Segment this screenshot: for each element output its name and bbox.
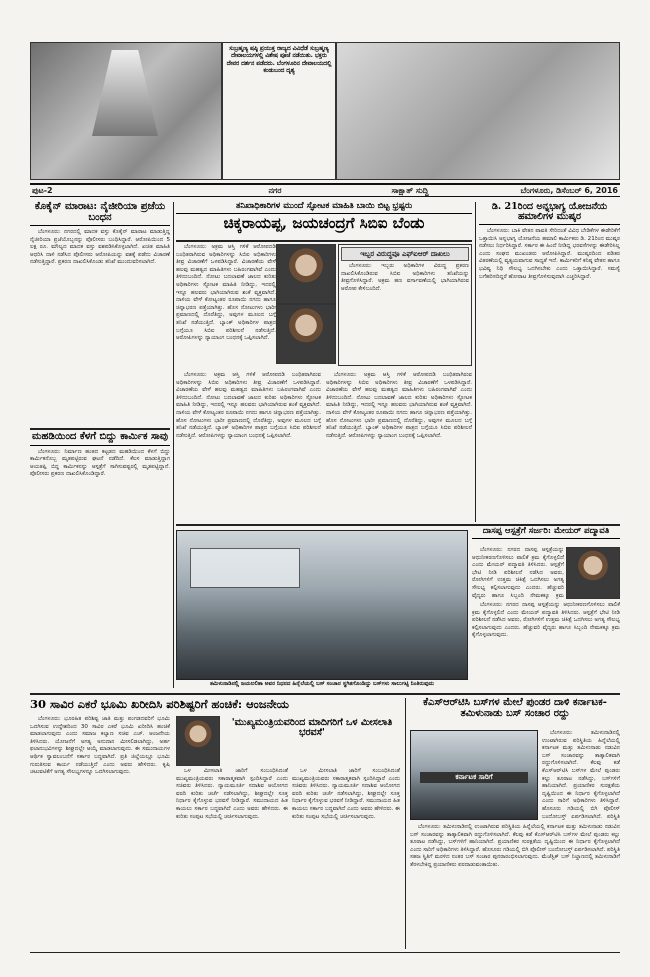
- mayor-body: ಬೆಂಗಳೂರು: ನಗರದ ದಾಸಪ್ಪ ಆಸ್ಪತ್ರೆಯನ್ನು ಆಧುನೀಕರಣಗೊಳಿಸಲು ಪಾಲಿಕೆ ಕ್ರಮ ಕೈಗೊಳ್ಳಲಿದೆ ಎಂದು ಮೇಯರ್ ಪದ್ಮಾವತಿ ತಿಳಿಸಿದರು. ಆಸ್ಪತ್ರೆಗೆ ಭೇಟಿ ನೀಡಿ ಪರಿಶೀಲನೆ ನಡೆಸಿದ ಅವರು, ರೋಗಿಗಳಿಗೆ ಉತ್ತಮ ಚಿಕಿತ್ಸೆ ಒದಗಿಸಲು ಅಗತ್ಯ ಸೌಲಭ್ಯ ಕಲ್ಪಿಸಲಾಗುವುದು ಎಂದರು. ಹೆಚ್ಚುವರಿ ವೈದ್ಯರು ಹಾಗೂ ಸಿಬ್ಬಂದಿ ನೇಮಕಕ್ಕೂ ಕ್ರಮ: [472, 547, 564, 599]
- cbi-body-col1: ಬೆಂಗಳೂರು: ಅಕ್ರಮ ಆಸ್ತಿ ಗಳಿಕೆ ಆರೋಪದಡಿ ಬಂಧಿತರಾಗಿರುವ ಅಧಿಕಾರಿಗಳನ್ನು ಸಿಬಿಐ ಅಧಿಕಾರಿಗಳು ತೀವ್ರ ವಿಚಾರಣೆಗೆ ಒಳಪಡಿಸಿದ್ದಾರೆ. ವಿಚಾರಣೆಯ ವೇಳೆ ಹಲವು ಮಹತ್ವದ ಮಾಹಿತಿಗಳು ಬಹಿರಂಗವಾಗಿವೆ ಎಂದು ತಿಳಿದುಬಂದಿದೆ. ನೋಟು ಬದಲಾವಣೆ ಜಾಲದ ಕುರಿತು ಅಧಿಕಾರಿಗಳು ಸ್ಫೋಟಕ ಮಾಹಿತಿ ನೀಡಿದ್ದು, ಇದರಲ್ಲಿ ಇನ್ನೂ ಹಲವರು ಭಾಗಿಯಾಗಿರುವ ಶಂಕೆ ವ್ಯಕ್ತವಾಗಿದೆ. ದಾಳಿಯ ವೇಳೆ ಕೋಟ್ಯಂತರ ರೂಪಾಯಿ ನಗದು ಹಾಗೂ ಚಿನ್ನಾಭರಣ ಪತ್ತೆಯಾಗಿತ್ತು. ಹೊಸ ನೋಟುಗಳು ಭಾರೀ ಪ್ರಮಾಣದಲ್ಲಿ ದೊರೆತಿದ್ದು, ಅವುಗಳ ಮೂಲದ ಬಗ್ಗೆ ತನಿಖೆ ನಡೆಯುತ್ತಿದೆ. ಬ್ಯಾಂಕ್ ಅಧಿಕಾರಿಗಳ ಪಾತ್ರದ ಬಗ್ಗೆಯೂ ಸಿಬಿಐ ಪರಿಶೀಲನೆ ನಡೆಸುತ್ತಿದೆ. ಆರೋಪಿಗಳನ್ನು ನ್ಯಾಯಾಂಗ ಬಂಧನಕ್ಕೆ ಒಪ್ಪಿಸಲಾಗಿದೆ.: [176, 244, 276, 342]
- ksrtc-headline: ಕೆಎಸ್‌ಆರ್‌ಟಿಸಿ ಬಸ್‌ಗಳ ಮೇಲೆ ಪುಂಡರ ದಾಳಿ ಕರ್ನಾಟಕ-ತಮಿಳುನಾಡು ಬಸ್ ಸಂಚಾರ ರದ್ದು: [423, 697, 607, 719]
- wall-article: [30, 432, 170, 688]
- cocaine-article: [30, 202, 170, 427]
- dec21-headline: ಡಿ. 21ರಿಂದ ಅನ್ನಭಾಗ್ಯ ಯೋಜನೆಯ ಹಮಾಲಿಗಳ ಮುಷ್ಕರ: [479, 202, 620, 225]
- wall-body: ಬೆಂಗಳೂರು: ನಿರ್ಮಾಣ ಹಂತದ ಕಟ್ಟಡದ ಮಹಡಿಯಿಂದ ಕೆಳಗೆ ಬಿದ್ದು ಕಾರ್ಮಿಕನೊಬ್ಬ ಮೃತಪಟ್ಟಿರುವ ಘಟನೆ ನಡೆದಿದೆ. ಕೆಲಸ ಮಾಡುತ್ತಿದ್ದಾಗ ಆಯತಪ್ಪಿ ಬಿದ್ದ ಕಾರ್ಮಿಕನನ್ನು ಆಸ್ಪತ್ರೆಗೆ ಸಾಗಿಸುವಷ್ಟರಲ್ಲಿ ಮೃತಪಟ್ಟಿದ್ದಾನೆ. ಪೊಲೀಸರು ಪ್ರಕರಣ ದಾಖಲಿಸಿಕೊಂಡಿದ್ದಾರೆ.: [30, 448, 170, 478]
- bottom-top-rule: [30, 693, 620, 695]
- mayor-article: [472, 527, 620, 687]
- mayor-headline: ದಾಸಪ್ಪ ಆಸ್ಪತ್ರೆಗೆ ಸರ್ಜರಿ: ಮೇಯರ್ ಪದ್ಮಾವತಿ: [472, 527, 620, 539]
- ksrtc-body-2: ಬೆಂಗಳೂರು: ತಮಿಳುನಾಡಿನಲ್ಲಿ ಉಂಟಾಗಿರುವ ಪರಿಸ್ಥಿತಿಯ ಹಿನ್ನೆಲೆಯಲ್ಲಿ ಕರ್ನಾಟಕ ಮತ್ತು ತಮಿಳುನಾಡು ನಡುವಿನ ಬಸ್ ಸಂಚಾರವನ್ನು ತಾತ್ಕಾಲಿಕವಾಗಿ ರದ್ದುಗೊಳಿಸಲಾಗಿದೆ. ಕೆಲವು ಕಡೆ ಕೆಎಸ್‌ಆರ್‌ಟಿಸಿ ಬಸ್‌ಗಳ ಮೇಲೆ ಪುಂಡರು ಕಲ್ಲು ತೂರಾಟ ನಡೆಸಿದ್ದು, ಬಸ್‌ಗಳಿಗೆ ಹಾನಿಯಾಗಿದೆ. ಪ್ರಯಾಣಿಕರ ಸುರಕ್ಷತೆಯ ದೃಷ್ಟಿಯಿಂದ ಈ ನಿರ್ಧಾರ ಕೈಗೊಳ್ಳಲಾಗಿದೆ ಎಂದು ಸಾರಿಗೆ ಅಧಿಕಾರಿಗಳು ತಿಳಿಸಿದ್ದಾರೆ. ಹೊಸೂರು ಗಡಿಯಲ್ಲಿ ಬಿಗಿ ಪೊಲೀಸ್ ಬಂದೋಬಸ್ತ್ ಏರ್ಪಡಿಸಲಾಗಿದೆ. ಪರಿಸ್ಥಿತಿ ಸಹಜ ಸ್ಥಿತಿಗೆ ಮರಳಿದ ನಂತರ ಬಸ್ ಸಂಚಾರ ಪುನರಾರಂಭಿಸಲಾಗುವುದು. ಮೆಜೆಸ್ಟಿಕ್ ಬಸ್ ನಿಲ್ದಾಣದಲ್ಲಿ ತಮಿಳುನಾಡಿಗೆ ತೆರಳಬೇಕಿದ್ದ ಪ್ರಯಾಣಿಕರು ಪರದಾಡುವಂತಾಯಿತು.: [410, 824, 620, 868]
- ksrtc-body-1: ಬೆಂಗಳೂರು: ತಮಿಳುನಾಡಿನಲ್ಲಿ ಉಂಟಾಗಿರುವ ಪರಿಸ್ಥಿತಿಯ ಹಿನ್ನೆಲೆಯಲ್ಲಿ ಕರ್ನಾಟಕ ಮತ್ತು ತಮಿಳುನಾಡು ನಡುವಿನ ಬಸ್ ಸಂಚಾರವನ್ನು ತಾತ್ಕಾಲಿಕವಾಗಿ ರದ್ದುಗೊಳಿಸಲಾಗಿದೆ. ಕೆಲವು ಕಡೆ ಕೆಎಸ್‌ಆರ್‌ಟಿಸಿ ಬಸ್‌ಗಳ ಮೇಲೆ ಪುಂಡರು ಕಲ್ಲು ತೂರಾಟ ನಡೆಸಿದ್ದು, ಬಸ್‌ಗಳಿಗೆ ಹಾನಿಯಾಗಿದೆ. ಪ್ರಯಾಣಿಕರ ಸುರಕ್ಷತೆಯ ದೃಷ್ಟಿಯಿಂದ ಈ ನಿರ್ಧಾರ ಕೈಗೊಳ್ಳಲಾಗಿದೆ ಎಂದು ಸಾರಿಗೆ ಅಧಿಕಾರಿಗಳು ತಿಳಿಸಿದ್ದಾರೆ. ಹೊಸೂರು ಗಡಿಯಲ್ಲಿ ಬಿಗಿ ಪೊಲೀಸ್ ಬಂದೋಬಸ್ತ್ ಏರ್ಪಡಿಸಲಾಗಿದೆ. ಪರಿಸ್ಥಿತಿ: [542, 730, 620, 820]
- dec21-body: ಬೆಂಗಳೂರು: ಬಾಕಿ ವೇತನ ಪಾವತಿ ಸೇರಿದಂತೆ ವಿವಿಧ ಬೇಡಿಕೆಗಳ ಈಡೇರಿಕೆಗೆ ಒತ್ತಾಯಿಸಿ ಅನ್ನಭಾಗ್ಯ ಯೋಜನೆಯ ಹಮಾಲಿ ಕಾರ್ಮಿಕರು ಡಿ. 21ರಿಂದ ಮುಷ್ಕರ ನಡೆಸಲು ನಿರ್ಧರಿಸಿದ್ದಾರೆ. ಸರ್ಕಾರ ಈ ಹಿಂದೆ ನೀಡಿದ್ದ ಭರವಸೆಗಳನ್ನು ಈಡೇರಿಸಿಲ್ಲ ಎಂದು ಸಂಘದ ಮುಖಂಡರು ಆರೋಪಿಸಿದ್ದಾರೆ. ಮುಷ್ಕರದಿಂದ ಪಡಿತರ ವಿತರಣೆಯಲ್ಲಿ ವ್ಯತ್ಯಯವಾಗುವ ಸಾಧ್ಯತೆ ಇದೆ. ಕಾರ್ಮಿಕರಿಗೆ ಕನಿಷ್ಠ ವೇತನ ಹಾಗೂ ಭವಿಷ್ಯ ನಿಧಿ ಸೌಲಭ್ಯ ಒದಗಿಸಬೇಕು ಎಂದು ಒತ್ತಾಯಿಸಿದ್ದಾರೆ. ಸಮಸ್ಯೆ ಬಗೆಹರಿಸದಿದ್ದರೆ ಹೋರಾಟ ತೀವ್ರಗೊಳಿಸುವುದಾಗಿ ಎಚ್ಚರಿಸಿದ್ದಾರೆ.: [479, 227, 620, 280]
- page-number: ಪುಟ-2: [32, 185, 53, 195]
- fir-box: [338, 244, 472, 366]
- cocaine-body: ಬೆಂಗಳೂರು: ನಗರದಲ್ಲಿ ಮಾದಕ ವಸ್ತು ಕೊಕೈನ್ ಮಾರಾಟ ಮಾಡುತ್ತಿದ್ದ ನೈಜೀರಿಯಾ ಪ್ರಜೆಯೊಬ್ಬನನ್ನು ಪೊಲೀಸರು ಬಂಧಿಸಿದ್ದಾರೆ. ಆರೋಪಿಯಿಂದ 5 ಲಕ್ಷ ರೂ. ಮೌಲ್ಯದ ಮಾದಕ ವಸ್ತು ವಶಪಡಿಸಿಕೊಳ್ಳಲಾಗಿದೆ. ಖಚಿತ ಮಾಹಿತಿ ಆಧರಿಸಿ ದಾಳಿ ನಡೆಸಿದ ಪೊಲೀಸರು ಆರೋಪಿಯನ್ನು ವಶಕ್ಕೆ ಪಡೆದು ವಿಚಾರಣೆ ನಡೆಸುತ್ತಿದ್ದಾರೆ. ಪ್ರಕರಣ ದಾಖಲಿಸಿಕೊಂಡು ತನಿಖೆ ಮುಂದುವರಿಸಲಾಗಿದೆ.: [30, 229, 170, 266]
- market-photo: [336, 42, 620, 180]
- fir-headline: ಇಬ್ಬರ ವಿರುದ್ಧವೂ ಎಫ್‌ಐಆರ್ ದಾಖಲು: [341, 247, 469, 261]
- edition-date: ಬೆಂಗಳೂರು, ಡಿಸೆಂಬರ್ 6, 2016: [520, 185, 618, 195]
- mayor-body-cont: ಬೆಂಗಳೂರು: ನಗರದ ದಾಸಪ್ಪ ಆಸ್ಪತ್ರೆಯನ್ನು ಆಧುನೀಕರಣಗೊಳಿಸಲು ಪಾಲಿಕೆ ಕ್ರಮ ಕೈಗೊಳ್ಳಲಿದೆ ಎಂದು ಮೇಯರ್ ಪದ್ಮಾವತಿ ತಿಳಿಸಿದರು. ಆಸ್ಪತ್ರೆಗೆ ಭೇಟಿ ನೀಡಿ ಪರಿಶೀಲನೆ ನಡೆಸಿದ ಅವರು, ರೋಗಿಗಳಿಗೆ ಉತ್ತಮ ಚಿಕಿತ್ಸೆ ಒದಗಿಸಲು ಅಗತ್ಯ ಸೌಲಭ್ಯ ಕಲ್ಪಿಸಲಾಗುವುದು ಎಂದರು. ಹೆಚ್ಚುವರಿ ವೈದ್ಯರು ಹಾಗೂ ಸಿಬ್ಬಂದಿ ನೇಮಕಕ್ಕೂ ಕ್ರಮ ಕೈಗೊಳ್ಳಲಾಗುವುದು.: [472, 602, 620, 639]
- land-headline: 30 ಸಾವಿರ ಎಕರೆ ಭೂಮಿ ಖರೀದಿಸಿ ಪರಿಶಿಷ್ಟರಿಗೆ ಹಂಚಿಕೆ: ಆಂಜನೇಯ: [30, 697, 289, 711]
- paper-name: ಸಾಕ್ಷಾತ್ ಸುದ್ದಿ: [391, 185, 429, 195]
- left-divider: [30, 428, 170, 430]
- cm-headline: 'ಮುಖ್ಯಮಂತ್ರಿಯವರಿಂದ ಮಾದಿಗರಿಗೆ ಒಳ ಮೀಸಲಾತಿ ಭರವಸೆ': [231, 717, 393, 738]
- column-rule-right: [475, 202, 476, 522]
- official-portrait-1: [276, 244, 336, 304]
- mayor-portrait: [566, 547, 620, 599]
- bus-caption: ತಮಿಳುನಾಡಿನಲ್ಲಿ ಜಯಲಲಿತಾ ಅವರ ನಿಧನದ ಹಿನ್ನೆಲೆಯಲ್ಲಿ ಬಸ್ ಸಂಚಾರ ಸ್ಥಗಿತಗೊಂಡಿದ್ದು ಬಸ್‌ಗಳು ಸಾಲುಗಟ್ಟಿ ನಿಂತಿರುವುದು: [209, 681, 435, 687]
- bottom-column-rule: [405, 698, 406, 949]
- cbi-body-lower-right: ಬೆಂಗಳೂರು: ಅಕ್ರಮ ಆಸ್ತಿ ಗಳಿಕೆ ಆರೋಪದಡಿ ಬಂಧಿತರಾಗಿರುವ ಅಧಿಕಾರಿಗಳನ್ನು ಸಿಬಿಐ ಅಧಿಕಾರಿಗಳು ತೀವ್ರ ವಿಚಾರಣೆಗೆ ಒಳಪಡಿಸಿದ್ದಾರೆ. ವಿಚಾರಣೆಯ ವೇಳೆ ಹಲವು ಮಹತ್ವದ ಮಾಹಿತಿಗಳು ಬಹಿರಂಗವಾಗಿವೆ ಎಂದು ತಿಳಿದುಬಂದಿದೆ. ನೋಟು ಬದಲಾವಣೆ ಜಾಲದ ಕುರಿತು ಅಧಿಕಾರಿಗಳು ಸ್ಫೋಟಕ ಮಾಹಿತಿ ನೀಡಿದ್ದು, ಇದರಲ್ಲಿ ಇನ್ನೂ ಹಲವರು ಭಾಗಿಯಾಗಿರುವ ಶಂಕೆ ವ್ಯಕ್ತವಾಗಿದೆ. ದಾಳಿಯ ವೇಳೆ ಕೋಟ್ಯಂತರ ರೂಪಾಯಿ ನಗದು ಹಾಗೂ ಚಿನ್ನಾಭರಣ ಪತ್ತೆಯಾಗಿತ್ತು. ಹೊಸ ನೋಟುಗಳು ಭಾರೀ ಪ್ರಮಾಣದಲ್ಲಿ ದೊರೆತಿದ್ದು, ಅವುಗಳ ಮೂಲದ ಬಗ್ಗೆ ತನಿಖೆ ನಡೆಯುತ್ತಿದೆ. ಬ್ಯಾಂಕ್ ಅಧಿಕಾರಿಗಳ ಪಾತ್ರದ ಬಗ್ಗೆಯೂ ಸಿಬಿಐ ಪರಿಶೀಲನೆ ನಡೆಸುತ್ತಿದೆ. ಆರೋಪಿಗಳನ್ನು ನ್ಯಾಯಾಂಗ ಬಂಧನಕ್ಕೆ ಒಪ್ಪಿಸಲಾಗಿದೆ.: [326, 372, 472, 439]
- section-name: ನಗರ: [268, 185, 282, 195]
- official-portrait-2: [276, 304, 336, 364]
- minister-portrait: [176, 716, 220, 766]
- cocaine-headline: ಕೊಕೈನ್ ಮಾರಾಟ: ನೈಜೀರಿಯಾ ಪ್ರಜೆಯ ಬಂಧನ: [30, 202, 170, 226]
- dec21-article: [479, 202, 620, 522]
- cm-body-2: ಒಳ ಮೀಸಲಾತಿ ಜಾರಿಗೆ ಸಂಬಂಧಿಸಿದಂತೆ ಮುಖ್ಯಮಂತ್ರಿಯವರು ಸಕಾರಾತ್ಮಕವಾಗಿ ಸ್ಪಂದಿಸಿದ್ದಾರೆ ಎಂದು ಸಚಿವರು ತಿಳಿಸಿದರು. ನ್ಯಾಯಮೂರ್ತಿ ಸದಾಶಿವ ಆಯೋಗದ ವರದಿ ಕುರಿತು ಚರ್ಚೆ ನಡೆಸಲಾಗಿದ್ದು, ಶೀಘ್ರದಲ್ಲೇ ಸೂಕ್ತ ನಿರ್ಧಾರ ಕೈಗೊಳ್ಳುವ ಭರವಸೆ ನೀಡಿದ್ದಾರೆ. ಸಮುದಾಯದ ಹಿತ ಕಾಯಲು ಸರ್ಕಾರ ಬದ್ಧವಾಗಿದೆ ಎಂದು ಅವರು ಹೇಳಿದರು. ಈ ಕುರಿತು ಸಂಪುಟ ಸಭೆಯಲ್ಲಿ ಚರ್ಚಿಸಲಾಗುವುದು.: [292, 768, 400, 820]
- cbi-kicker: ತನಿಖಾಧಿಕಾರಿಗಳ ಮುಂದೆ ಸ್ಫೋಟಕ ಮಾಹಿತಿ ಬಾಯಿ ಬಿಟ್ಟ ಭ್ರಷ್ಟರು: [176, 202, 472, 214]
- folio-bar: [30, 183, 620, 197]
- ksrtc-bus-sign: ಕರ್ನಾಟಕ ಸಾರಿಗೆ: [420, 772, 528, 783]
- cbi-headline: ಚಿಕ್ಕರಾಯಪ್ಪ, ಜಯಚಂದ್ರಗೆ ಸಿಬಿಐ ಬೆಂಡು: [223, 214, 425, 232]
- cm-body-1: ಒಳ ಮೀಸಲಾತಿ ಜಾರಿಗೆ ಸಂಬಂಧಿಸಿದಂತೆ ಮುಖ್ಯಮಂತ್ರಿಯವರು ಸಕಾರಾತ್ಮಕವಾಗಿ ಸ್ಪಂದಿಸಿದ್ದಾರೆ ಎಂದು ಸಚಿವರು ತಿಳಿಸಿದರು. ನ್ಯಾಯಮೂರ್ತಿ ಸದಾಶಿವ ಆಯೋಗದ ವರದಿ ಕುರಿತು ಚರ್ಚೆ ನಡೆಸಲಾಗಿದ್ದು, ಶೀಘ್ರದಲ್ಲೇ ಸೂಕ್ತ ನಿರ್ಧಾರ ಕೈಗೊಳ್ಳುವ ಭರವಸೆ ನೀಡಿದ್ದಾರೆ. ಸಮುದಾಯದ ಹಿತ ಕಾಯಲು ಸರ್ಕಾರ ಬದ್ಧವಾಗಿದೆ ಎಂದು ಅವರು ಹೇಳಿದರು. ಈ ಕುರಿತು ಸಂಪುಟ ಸಭೆಯಲ್ಲಿ ಚರ್ಚಿಸಲಾಗುವುದು.: [176, 768, 288, 820]
- page-bottom-rule: [30, 952, 620, 953]
- wall-headline: ಮಹಡಿಯಿಂದ ಕೆಳಗೆ ಬಿದ್ದು ಕಾರ್ಮಿಕ ಸಾವು: [30, 432, 170, 446]
- bus-windscreen: [190, 548, 300, 588]
- land-body-1: ಬೆಂಗಳೂರು: ಭೂರಹಿತ ಪರಿಶಿಷ್ಟ ಜಾತಿ ಮತ್ತು ಪಂಗಡದವರಿಗೆ ಭೂಮಿ ಒದಗಿಸುವ ಉದ್ದೇಶದಿಂದ 30 ಸಾವಿರ ಎಕರೆ ಭೂಮಿ ಖರೀದಿಸಿ ಹಂಚಿಕೆ ಮಾಡಲಾಗುವುದು ಎಂದು ಸಮಾಜ ಕಲ್ಯಾಣ ಸಚಿವ ಎಚ್. ಆಂಜನೇಯ ತಿಳಿಸಿದರು. ಯೋಜನೆಗೆ ಅಗತ್ಯ ಅನುದಾನ ಮೀಸಲಿಡಲಾಗಿದ್ದು, ಅರ್ಹ ಫಲಾನುಭವಿಗಳನ್ನು ಶೀಘ್ರದಲ್ಲೇ ಆಯ್ಕೆ ಮಾಡಲಾಗುವುದು. ಈ ಸಮುದಾಯಗಳ ಆರ್ಥಿಕ ಸ್ವಾವಲಂಬನೆಗೆ ಸರ್ಕಾರ ಬದ್ಧವಾಗಿದೆ. ಪ್ರತಿ ಜಿಲ್ಲೆಯಲ್ಲೂ ಭೂಮಿ ಗುರುತಿಸುವ ಕಾರ್ಯ ನಡೆಯುತ್ತಿದೆ ಎಂದು ಅವರು ಹೇಳಿದರು. ಕೃಷಿ ಚಟುವಟಿಕೆಗೆ ಅಗತ್ಯ ಸೌಲಭ್ಯಗಳನ್ನೂ ಒದಗಿಸಲಾಗುವುದು.: [30, 716, 170, 776]
- column-rule-left: [173, 202, 174, 688]
- cbi-head-rule: [176, 240, 472, 242]
- top-photo-caption: ಸುಬ್ರಹ್ಮಣ್ಯ ಷಷ್ಠಿ ಪ್ರಯುಕ್ತ ರಾಜ್ಯದ ವಿವಿಧೆಡೆ ಸುಬ್ರಹ್ಮಣ್ಯ ದೇವಾಲಯಗಳಲ್ಲಿ ವಿಶೇಷ ಪೂಜೆ ನಡೆಯಿತು. ಭಕ್ತರು ದೇವರ ದರ್ಶನ ಪಡೆದರು. ಬೆಂಗಳೂರಿನ ದೇವಾಲಯದಲ್ಲಿ ಕಂಡುಬಂದ ದೃಶ್ಯ: [226, 46, 332, 74]
- cbi-body-lower-left: ಬೆಂಗಳೂರು: ಅಕ್ರಮ ಆಸ್ತಿ ಗಳಿಕೆ ಆರೋಪದಡಿ ಬಂಧಿತರಾಗಿರುವ ಅಧಿಕಾರಿಗಳನ್ನು ಸಿಬಿಐ ಅಧಿಕಾರಿಗಳು ತೀವ್ರ ವಿಚಾರಣೆಗೆ ಒಳಪಡಿಸಿದ್ದಾರೆ. ವಿಚಾರಣೆಯ ವೇಳೆ ಹಲವು ಮಹತ್ವದ ಮಾಹಿತಿಗಳು ಬಹಿರಂಗವಾಗಿವೆ ಎಂದು ತಿಳಿದುಬಂದಿದೆ. ನೋಟು ಬದಲಾವಣೆ ಜಾಲದ ಕುರಿತು ಅಧಿಕಾರಿಗಳು ಸ್ಫೋಟಕ ಮಾಹಿತಿ ನೀಡಿದ್ದು, ಇದರಲ್ಲಿ ಇನ್ನೂ ಹಲವರು ಭಾಗಿಯಾಗಿರುವ ಶಂಕೆ ವ್ಯಕ್ತವಾಗಿದೆ. ದಾಳಿಯ ವೇಳೆ ಕೋಟ್ಯಂತರ ರೂಪಾಯಿ ನಗದು ಹಾಗೂ ಚಿನ್ನಾಭರಣ ಪತ್ತೆಯಾಗಿತ್ತು. ಹೊಸ ನೋಟುಗಳು ಭಾರೀ ಪ್ರಮಾಣದಲ್ಲಿ ದೊರೆತಿದ್ದು, ಅವುಗಳ ಮೂಲದ ಬಗ್ಗೆ ತನಿಖೆ ನಡೆಯುತ್ತಿದೆ. ಬ್ಯಾಂಕ್ ಅಧಿಕಾರಿಗಳ ಪಾತ್ರದ ಬಗ್ಗೆಯೂ ಸಿಬಿಐ ಪರಿಶೀಲನೆ ನಡೆಸುತ್ತಿದೆ. ಆರೋಪಿಗಳನ್ನು ನ್ಯಾಯಾಂಗ ಬಂಧನಕ್ಕೆ ಒಪ್ಪಿಸಲಾಗಿದೆ.: [176, 372, 321, 439]
- fir-body: ಬೆಂಗಳೂರು: ಇಬ್ಬರು ಅಧಿಕಾರಿಗಳ ವಿರುದ್ಧ ಪ್ರಕರಣ ದಾಖಲಿಸಿಕೊಂಡಿರುವ ಸಿಬಿಐ ಅಧಿಕಾರಿಗಳು ತನಿಖೆಯನ್ನು ತೀವ್ರಗೊಳಿಸಿದ್ದಾರೆ. ಅಕ್ರಮ ಹಣ ವರ್ಗಾವಣೆಯಲ್ಲಿ ಭಾಗಿಯಾಗಿರುವ ಆರೋಪ ಕೇಳಿಬಂದಿದೆ.: [341, 263, 469, 292]
- top-photo-caption-box: [222, 42, 336, 180]
